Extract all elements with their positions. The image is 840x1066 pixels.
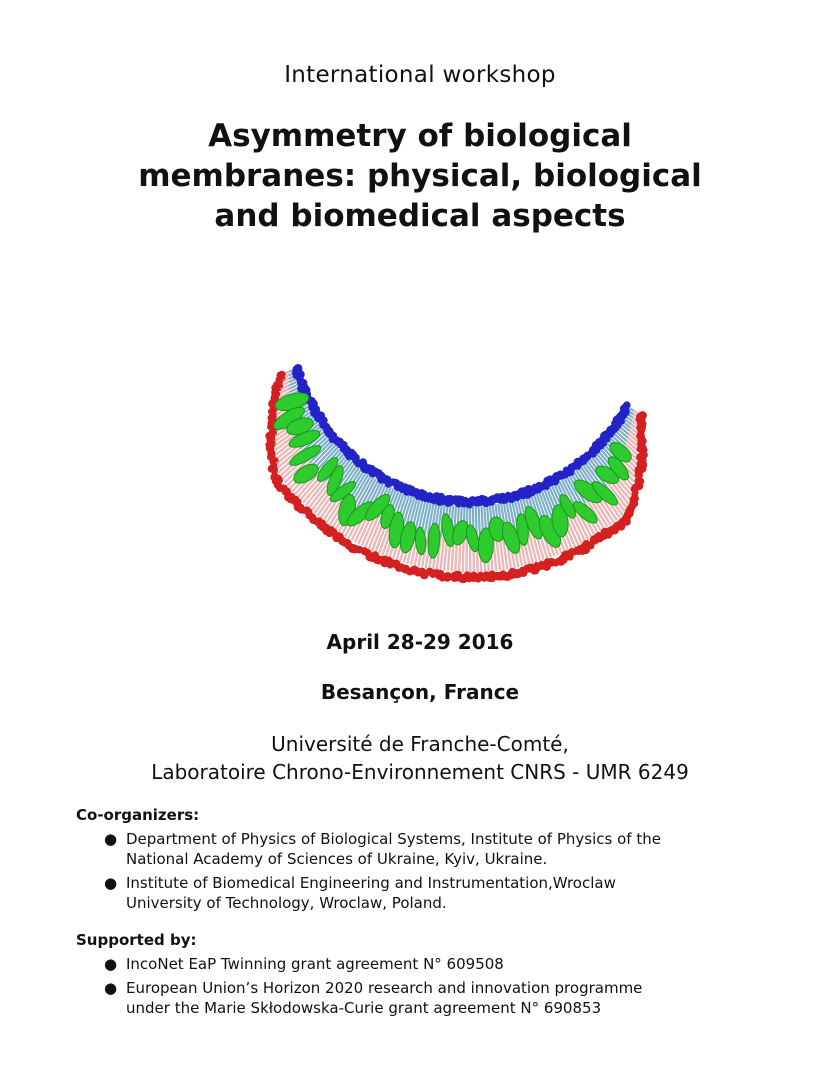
host-line-1: Université de Franche-Comté, xyxy=(271,732,569,756)
bullet-icon: ● xyxy=(104,874,118,892)
workshop-title xyxy=(0,116,840,236)
list-item xyxy=(76,978,776,1018)
event-host xyxy=(0,730,840,786)
outer-head-mark xyxy=(276,477,283,484)
support-2-line-1: European Union’s Horizon 2020 research and innovation programme xyxy=(126,979,643,997)
event-place: Besançon, France xyxy=(320,680,520,704)
support-heading: Supported by: xyxy=(76,931,197,949)
list-item xyxy=(76,829,776,869)
inner-tail-mark xyxy=(629,411,633,414)
support-2-line-2: under the Marie Skłodowska-Curie grant agreement N° 690853 xyxy=(126,999,602,1017)
coorganizers-heading: Co-organizers: xyxy=(76,806,200,824)
coorganizers-section xyxy=(76,805,776,917)
coorganizer-1-line-2: National Academy of Sciences of Ukraine, Kyiv, Ukraine. xyxy=(126,850,548,868)
workshop-kicker: International workshop xyxy=(284,62,556,88)
coorganizer-2-line-2: University of Technology, Wroclaw, Poland. xyxy=(126,894,447,912)
coorganizers-list xyxy=(76,829,776,913)
coorganizer-1-line-1: Department of Physics of Biological Systems, Institute of Physics of the xyxy=(126,830,661,848)
bullet-icon: ● xyxy=(104,979,118,997)
outer-head-mark xyxy=(420,572,427,579)
lipid-bilayer-group xyxy=(265,364,648,583)
title-line-2: membranes: physical, biological xyxy=(138,158,702,194)
outer-tail-mark xyxy=(285,372,289,373)
bullet-icon: ● xyxy=(104,830,118,848)
outer-tail-mark xyxy=(634,411,638,413)
inner-tail-mark xyxy=(630,409,634,411)
inner-tail-mark xyxy=(479,506,480,539)
support-1-line-1: IncoNet EaP Twinning grant agreement N° 609508 xyxy=(126,955,504,973)
membrane-illustration xyxy=(0,262,840,612)
bullet-icon: ● xyxy=(104,955,118,973)
outer-tail-mark xyxy=(463,539,464,572)
outer-head-mark xyxy=(638,411,647,420)
list-item xyxy=(76,954,776,974)
list-item xyxy=(76,873,776,913)
event-date: April 28-29 2016 xyxy=(326,630,514,654)
host-line-2: Laboratoire Chrono-Environnement CNRS - UMR 6249 xyxy=(151,760,689,784)
support-list xyxy=(76,954,776,1018)
inner-head-mark xyxy=(623,401,631,409)
title-line-1: Asymmetry of biological xyxy=(208,118,632,154)
coorganizer-2-line-1: Institute of Biomedical Engineering and Instrumentation,Wroclaw xyxy=(126,874,616,892)
title-line-3: and biomedical aspects xyxy=(214,198,626,234)
support-section xyxy=(76,930,776,1022)
